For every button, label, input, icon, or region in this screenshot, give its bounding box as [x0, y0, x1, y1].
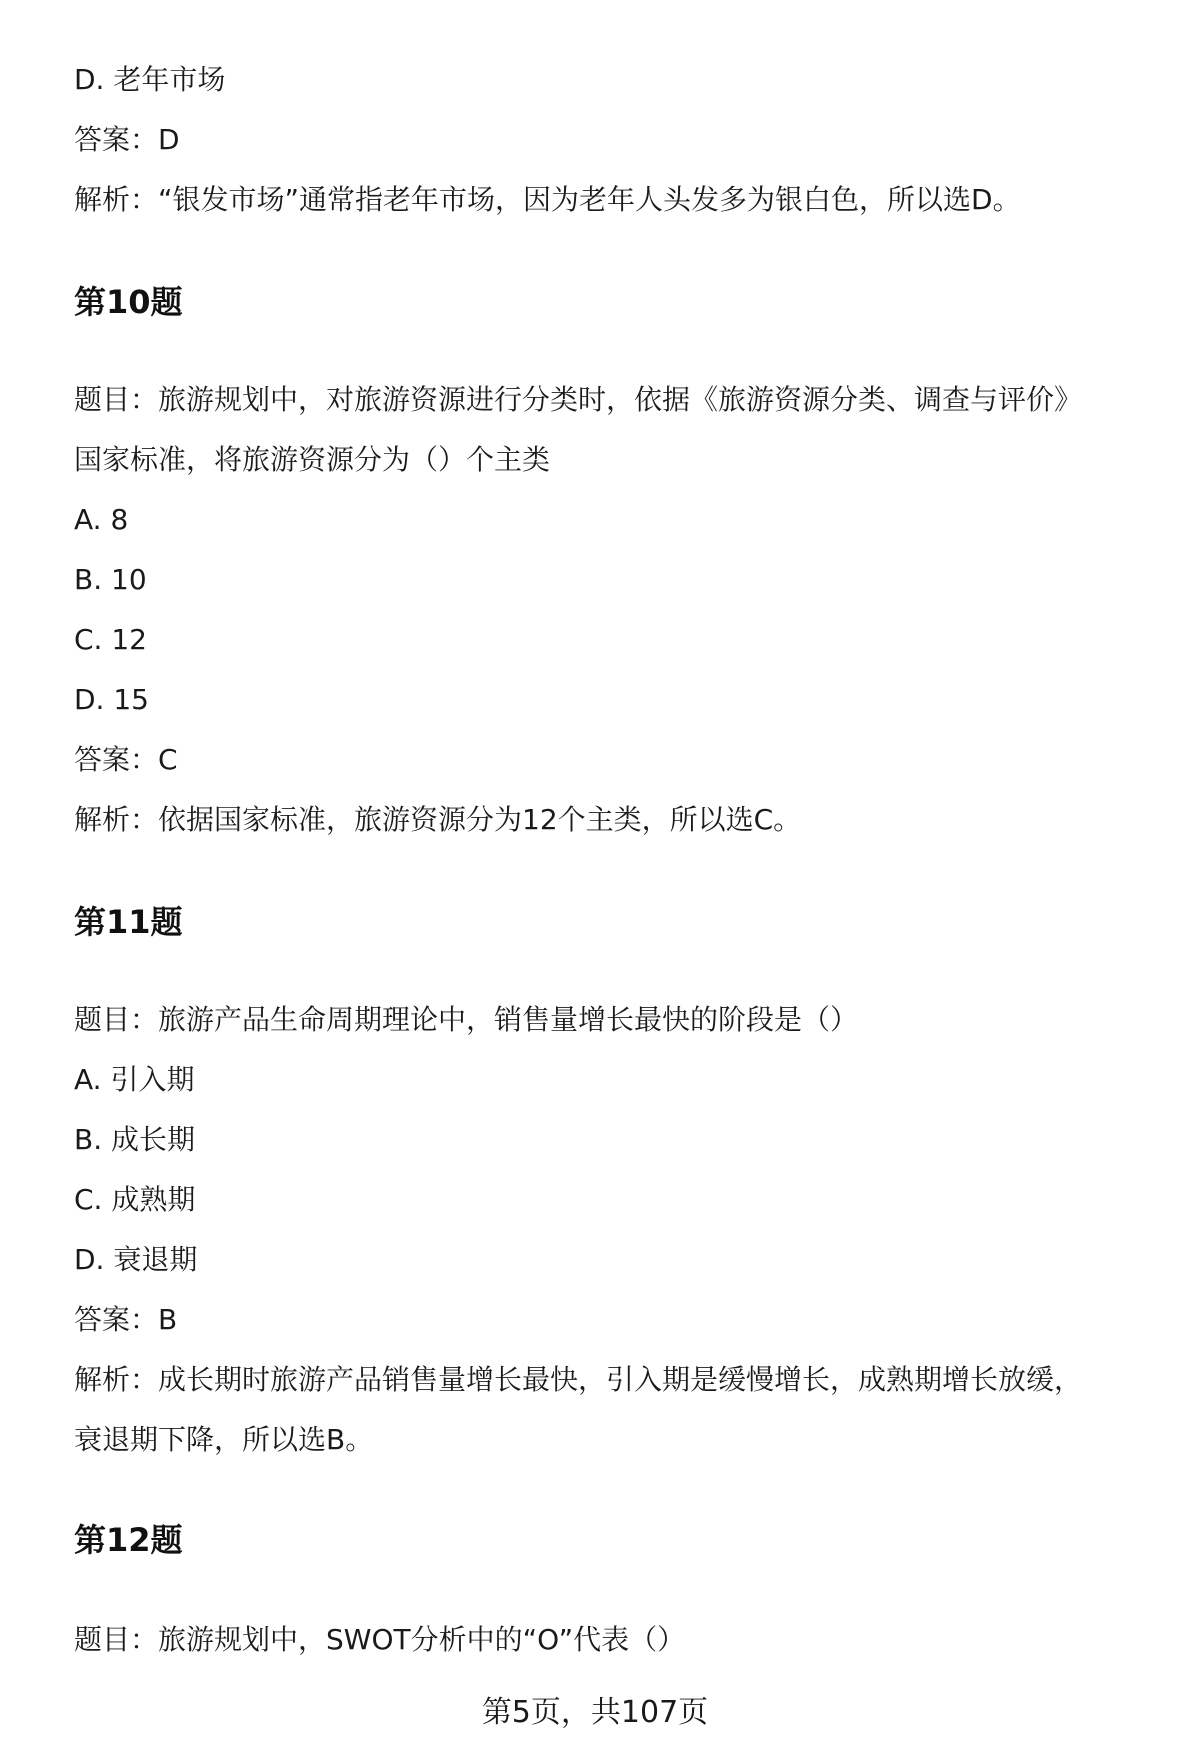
q11-answer: 答案：B — [74, 1303, 178, 1336]
q10-stem-line1: 题目：旅游规划中，对旅游资源进行分类时，依据《旅游资源分类、调查与评价》 — [74, 383, 1083, 416]
q11-title: 第11题 — [74, 903, 183, 941]
q11-option-d: D. 衰退期 — [74, 1243, 198, 1276]
q11-analysis-line1: 解析：成长期时旅游产品销售量增长最快，引入期是缓慢增长，成熟期增长放缓， — [74, 1363, 1083, 1396]
q10-option-b: B. 10 — [74, 563, 147, 596]
q10-analysis: 解析：依据国家标准，旅游资源分为12个主类，所以选C。 — [74, 803, 802, 836]
q12-title: 第12题 — [74, 1521, 183, 1559]
q10-title: 第10题 — [74, 283, 183, 321]
q10-answer: 答案：C — [74, 743, 178, 776]
q11-option-b: B. 成长期 — [74, 1123, 196, 1156]
q10-option-c: C. 12 — [74, 623, 147, 656]
q10-option-d: D. 15 — [74, 683, 149, 716]
prev-option-d: D. 老年市场 — [74, 63, 226, 96]
q11-option-a: A. 引入期 — [74, 1063, 195, 1096]
q11-analysis-line2: 衰退期下降，所以选B。 — [74, 1423, 374, 1456]
q11-option-c: C. 成熟期 — [74, 1183, 196, 1216]
page-footer: 第5页，共107页 — [481, 1695, 709, 1730]
q12-stem: 题目：旅游规划中，SWOT分析中的“O”代表（） — [74, 1623, 686, 1656]
q10-stem-line2: 国家标准，将旅游资源分为（）个主类 — [74, 443, 551, 476]
q10-option-a: A. 8 — [74, 503, 129, 536]
q11-stem: 题目：旅游产品生命周期理论中，销售量增长最快的阶段是（） — [74, 1003, 859, 1036]
prev-answer: 答案：D — [74, 123, 180, 156]
prev-analysis: 解析：“银发市场”通常指老年市场，因为老年人头发多为银白色，所以选D。 — [74, 183, 1021, 216]
